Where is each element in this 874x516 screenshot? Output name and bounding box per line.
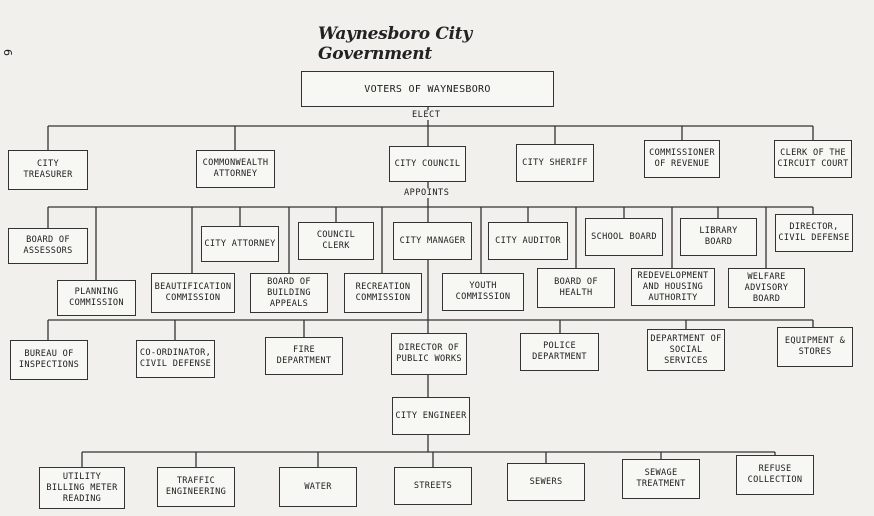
appointed-city-manager [393,222,472,260]
appointed-board-of-assessors [8,228,88,264]
box-label: STREETS [413,480,453,491]
box-label: UTILITY BILLING METER READING [46,471,118,504]
dept-coordinator-civil-defense [136,340,215,378]
box-label: DIRECTOR OF PUBLIC WORKS [396,343,462,364]
appointed-beautification-commission [151,273,235,313]
appointed-library-board [680,218,757,256]
appointed-school-board [585,218,663,256]
appointed-recreation-commission [344,273,422,313]
box-label: REDEVELOPMENT AND HOUSING AUTHORITY [637,270,709,303]
elected-commonwealth-attorney [196,150,275,188]
box-label: PLANNING COMMISSION [69,287,124,308]
appointed-city-auditor [488,222,568,260]
division-traffic-engineering [157,467,235,507]
box-label: DEPARTMENT OF SOCIAL SERVICES [650,333,722,366]
box-label: REFUSE COLLECTION [747,464,803,485]
box-label: CO-ORDINATOR, CIVIL DEFENSE [139,348,212,369]
elected-city-treasurer [8,150,88,190]
dept-police-department [520,333,599,371]
box-label: CITY MANAGER [399,235,466,246]
dept-fire-department [265,337,343,375]
appointed-board-of-building-appeals [250,273,328,313]
elected-city-council [389,146,466,182]
voters-label: VOTERS OF WAYNESBORO [364,83,491,95]
box-label: BOARD OF BUILDING APPEALS [267,276,311,309]
box-label: FIRE DEPARTMENT [276,345,332,366]
appointed-board-of-health [537,268,615,308]
box-label: BOARD OF ASSESSORS [23,235,73,256]
appointed-planning-commission [57,280,136,316]
box-label: WATER [304,481,332,492]
dept-director-of-public-works [391,333,467,375]
box-label: BUREAU OF INSPECTIONS [18,349,80,370]
chart-title: Waynesboro City Government [318,24,472,64]
city-engineer-box [392,397,470,435]
box-label: SEWAGE TREATMENT [636,468,686,489]
box-label: YOUTH COMMISSION [455,281,511,302]
division-streets [394,467,472,505]
box-label: CLERK OF THE CIRCUIT COURT [777,148,849,169]
elected-clerk-of-circuit-court [774,140,852,178]
appointed-welfare-advisory-board [728,268,805,308]
voters-box [301,71,554,107]
division-sewers [507,463,585,501]
dept-bureau-of-inspections [10,340,88,380]
elected-commissioner-of-revenue [644,140,720,178]
box-label: WELFARE ADVISORY BOARD [744,271,789,304]
box-label: SCHOOL BOARD [591,231,657,242]
appointed-council-clerk [298,222,374,260]
appointed-director-civil-defense [775,214,853,252]
box-label: BEAUTIFICATION COMMISSION [154,282,232,303]
box-label: SEWERS [529,476,563,487]
division-water [279,467,357,507]
box-label: TRAFFIC ENGINEERING [165,476,227,497]
box-label: COUNCIL CLERK [316,230,356,251]
box-label: CITY ATTORNEY [204,238,276,249]
dept-social-services [647,329,725,371]
box-label: CITY AUDITOR [495,235,561,246]
box-label: CITY COUNCIL [394,158,461,169]
box-label: LIBRARY BOARD [699,226,738,247]
elect-label: ELECT [412,110,441,120]
dept-equipment-stores [777,327,853,367]
box-label: RECREATION COMMISSION [355,282,411,303]
box-label: EQUIPMENT & STORES [784,336,846,357]
box-label: COMMONWEALTH ATTORNEY [202,158,269,179]
box-label: COMMISSIONER OF REVENUE [649,148,715,169]
appointed-youth-commission [442,273,524,311]
division-utility-billing [39,467,125,509]
box-label: BOARD OF HEALTH [554,277,598,298]
box-label: CITY SHERIFF [522,157,588,168]
appointed-redevelopment-housing-authority [631,268,715,306]
box-label: DIRECTOR, CIVIL DEFENSE [778,222,850,243]
box-label: CITY ENGINEER [395,410,467,421]
division-sewage-treatment [622,459,700,499]
appoints-label: APPOINTS [404,188,450,198]
box-label: CITY TREASURER [23,159,73,180]
box-label: POLICE DEPARTMENT [532,341,587,362]
page-number: 6 [1,49,14,56]
appointed-city-attorney [201,226,279,262]
division-refuse-collection [736,455,814,495]
elected-city-sheriff [516,144,594,182]
